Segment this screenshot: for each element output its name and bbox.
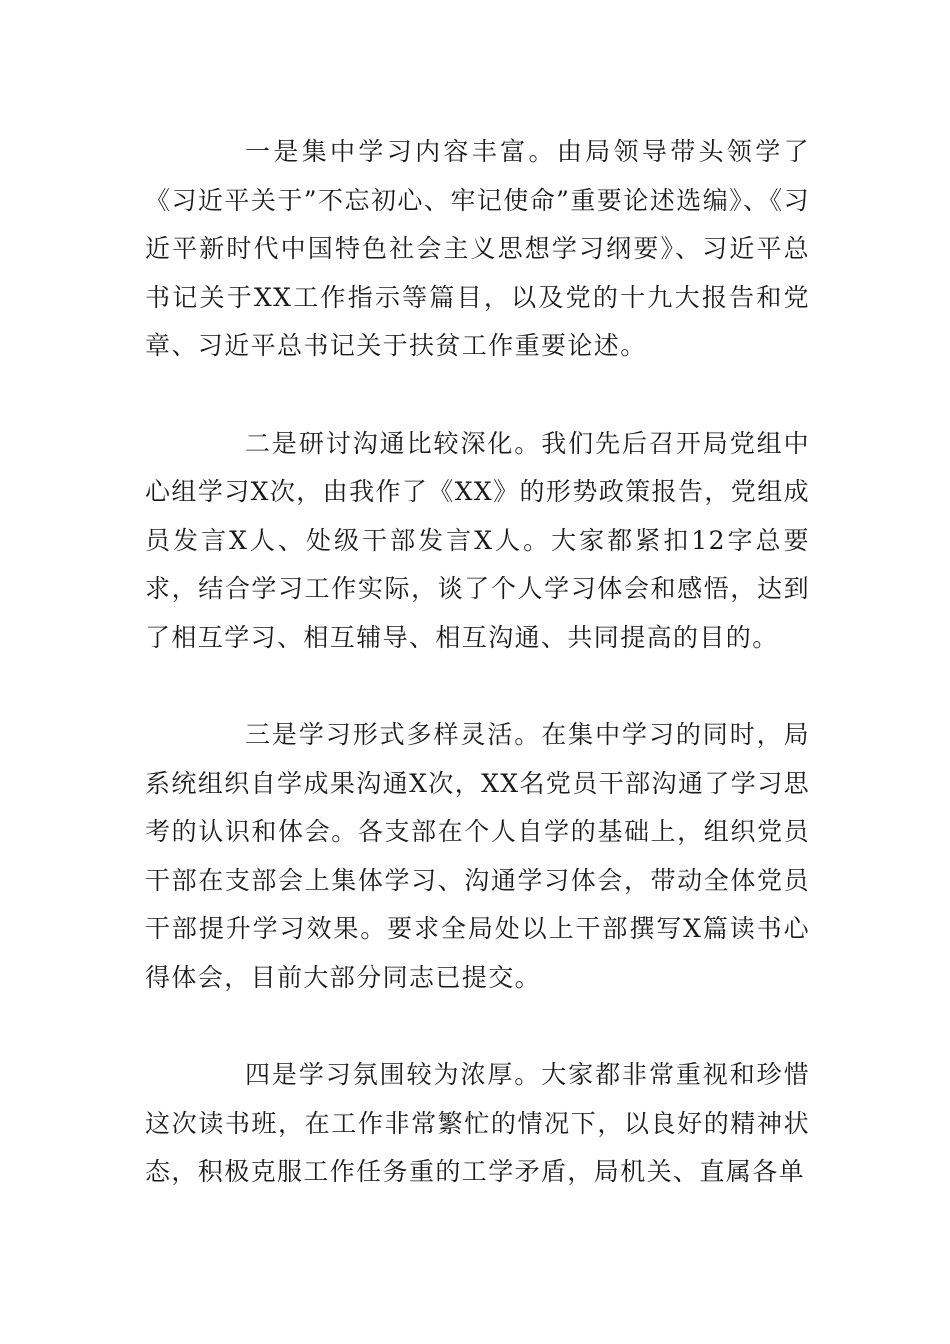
document-body (145, 128, 810, 1246)
paragraph-2: 二是研讨沟通比较深化。我们先后召开局党组中心组学习X次，由我作了《XX》的形势政策报告，党组成员发言X人、处级干部发言X人。大家都紧扣12字总要求，结合学习工作实际，谈了个人学习体会和感悟，达到了相互学习、相互辅导、相互沟通、共同提高的目的。 (145, 428, 810, 652)
paragraph-3: 三是学习形式多样灵活。在集中学习的同时，局系统组织自学成果沟通X次，XX名党员干部沟通了学习思考的认识和体会。各支部在个人自学的基础上，组织党员干部在支部会上集体学习、沟通学习体会，带动全体党员干部提升学习效果。要求全局处以上干部撰写X篇读书心得体会，目前大部分同志已提交。 (145, 720, 810, 992)
paragraph-4: 四是学习氛围较为浓厚。大家都非常重视和珍惜这次读书班，在工作非常繁忙的情况下，以良好的精神状态，积极克服工作任务重的工学矛盾，局机关、直属各单 (145, 1060, 810, 1186)
paragraph-1: 一是集中学习内容丰富。由局领导带头领学了《习近平关于”不忘初心、牢记使命”重要论述选编》、《习近平新时代中国特色社会主义思想学习纲要》、习近平总书记关于XX工作指示等篇目，以及党的十九大报告和党章、习近平总书记关于扶贫工作重要论述。 (145, 137, 810, 360)
